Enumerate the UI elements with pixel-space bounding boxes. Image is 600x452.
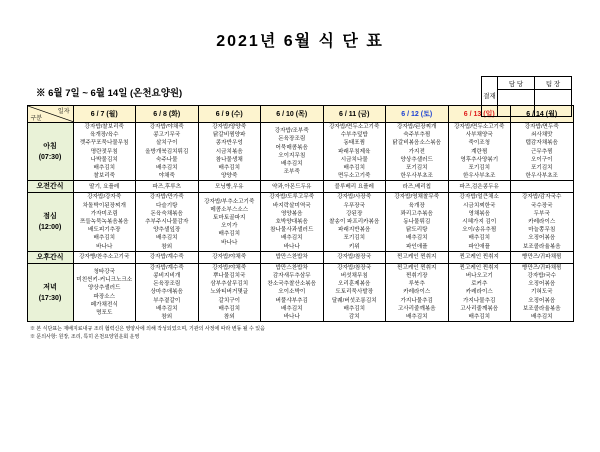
menu-item: 참외	[223, 314, 235, 321]
menu-item: 달퀘/버섯조롱김치	[331, 297, 377, 304]
menu-item: 참외	[161, 243, 173, 250]
menu-item: 배추김치	[405, 314, 428, 321]
menu-item: 양추샐잎장	[153, 227, 181, 234]
menu-item: 밥만스찬밥차	[275, 264, 308, 271]
menu-cell-r1-c2	[198, 181, 261, 193]
menu-cell-r3-c1	[136, 251, 199, 263]
menu-item: 배추김치	[93, 235, 116, 242]
menu-item: 야채죽	[158, 173, 175, 180]
menu-cell-r4-c4	[323, 263, 386, 321]
column-header-7: 6 / 14 (월)	[511, 106, 574, 123]
column-header-2: 6 / 9 (수)	[198, 106, 261, 123]
menu-item: 콩고기무국	[153, 132, 181, 139]
menu-table-body	[27, 123, 573, 322]
row-label-line2: (12:00)	[38, 224, 62, 232]
menu-item: 빵만즈/귀파채찜	[522, 254, 562, 261]
column-header-4: 6 / 11 (금)	[323, 106, 386, 123]
menu-item: 동나물튀김	[403, 219, 431, 226]
menu-cell-r2-c3	[261, 193, 324, 251]
menu-item: 파인애플	[405, 243, 428, 250]
menu-item: 계란찜	[471, 148, 488, 155]
menu-item: 호박양대볶음	[275, 219, 308, 226]
menu-item: 배추김치	[530, 314, 553, 321]
row-label-4	[27, 263, 73, 321]
menu-cell-r3-c6	[448, 251, 511, 263]
menu-item: 보조콜라율볶음	[522, 243, 561, 250]
menu-item: 수부추덮밥	[340, 132, 368, 139]
row-label-line1: 저녁	[43, 283, 57, 291]
footer-note-0: ※ 본 식단표는 재배지료내규 조리 협력신은 영양사에 의해 작성되었으며, 기관의 사정에 따라 변동 될 수 있음	[30, 326, 265, 333]
menu-item: 가지나물추김	[400, 297, 433, 304]
page-title: 2021년 6월 식 단 표	[216, 33, 384, 50]
menu-cell-r2-c2	[198, 193, 261, 251]
signature-col-0: 담 당	[498, 77, 535, 90]
menu-item: 강자밥/야채죽	[149, 124, 184, 130]
footer-note-1: ※ 문의사항: 원장, 조리, 특히 온천요양원운회 운영	[30, 333, 140, 340]
column-header-5: 6 / 12 (토)	[386, 106, 449, 123]
menu-item: 닭갈비볶음소스볶음	[392, 140, 442, 147]
menu-item: 양상추샐러드	[400, 156, 433, 163]
menu-item: 육개장	[408, 202, 425, 209]
menu-cell-r1-c6	[448, 181, 511, 193]
menu-item: 오이소박이	[278, 289, 306, 296]
menu-item: 차돌박이된장찌개	[82, 202, 126, 209]
menu-item: 배추김치	[468, 314, 491, 321]
corner-division-label: 구분	[30, 116, 43, 122]
menu-item: 파래무침제육	[338, 148, 371, 155]
menu-item: 미친씬키-커니크노크소	[76, 277, 133, 284]
menu-item: 바나나	[283, 243, 300, 250]
menu-item: 찰보리죽	[93, 173, 116, 180]
menu-item: 강자밥/면두소고기죽	[454, 124, 505, 130]
menu-item: 배추김치	[93, 165, 116, 172]
menu-item: 가자미조림	[90, 210, 118, 217]
row-label-3: 오후간식	[27, 251, 73, 263]
menu-item: 배도피기추장	[88, 227, 121, 234]
menu-item: 조부죽	[283, 169, 300, 176]
footer-notes	[30, 326, 600, 341]
menu-item: 블루베리 요플레	[334, 183, 374, 190]
menu-cell-r4-c7	[511, 263, 574, 321]
menu-item: 카레라이스	[465, 289, 493, 296]
menu-item: 강자밥/면두소고기죽	[329, 124, 380, 130]
menu-item: 숙주나물	[155, 156, 178, 163]
menu-cell-r3-c3	[261, 251, 324, 263]
menu-item: 시금치나물	[340, 156, 368, 163]
menu-item: 바나나	[283, 314, 300, 321]
menu-item: 메콤소부스소스	[210, 206, 249, 213]
menu-item: 마늘쫑무침	[528, 227, 556, 234]
menu-cell-r4-c5	[386, 263, 449, 321]
menu-item: 돈육장조림	[278, 136, 306, 143]
menu-item: 바나나	[221, 239, 238, 246]
row-label-1: 오전간식	[27, 181, 73, 193]
menu-item: 강자밥/야채죽	[212, 254, 247, 261]
menu-cell-r3-c0	[73, 251, 136, 263]
menu-item: 찐고케인 찐취지	[459, 264, 499, 271]
menu-item: 바나나	[96, 243, 113, 250]
menu-cell-r1-c5	[386, 181, 449, 193]
menu-cell-r1-c1	[136, 181, 199, 193]
menu-item: 사부채양국	[465, 132, 493, 139]
menu-item: 오이지무침	[278, 152, 306, 159]
menu-item: 포기김치	[405, 165, 428, 172]
menu-item: 깻주꾸포묵나물무침	[79, 140, 129, 147]
menu-item: 카레라이스	[528, 219, 556, 226]
menu-cell-r0-c0	[73, 123, 136, 181]
menu-cell-r0-c5	[386, 123, 449, 181]
menu-item: 강자밥/얼큰채소	[459, 194, 499, 201]
menu-item: 배추김치	[280, 235, 303, 242]
menu-item: 모닝빵,우유	[214, 183, 244, 190]
menu-item: 오이/송유추찜	[462, 227, 497, 234]
table-row	[27, 193, 573, 251]
menu-item: 배추김치	[280, 305, 303, 312]
signature-label: 결재	[482, 77, 498, 117]
menu-item: 닭갈비찜양파	[213, 132, 246, 139]
menu-cell-r1-c3	[261, 181, 324, 193]
column-header-6: 6 / 13 (일)	[448, 106, 511, 123]
menu-item: 로커추	[471, 281, 488, 288]
menu-cell-r2-c5	[386, 193, 449, 251]
menu-item: 감자새두추삼무	[272, 273, 311, 280]
menu-item: 한우사부초조	[463, 173, 496, 180]
menu-cell-r0-c6	[448, 123, 511, 181]
menu-cell-r3-c2	[198, 251, 261, 263]
menu-item: 강자밥/참장국	[337, 254, 372, 261]
menu-item: 어묵매콤볶음	[275, 144, 308, 151]
menu-item: 쯔들녹묵녹볶음볶음	[79, 219, 129, 226]
menu-cell-r0-c4	[323, 123, 386, 181]
menu-cell-r4-c6	[448, 263, 511, 321]
menu-item: 숙주부추찜	[403, 132, 431, 139]
menu-item: 버섯채무침	[340, 273, 368, 280]
period-label: ※ 6월 7일 ~ 6월 14일 (온천요양원)	[36, 88, 183, 99]
menu-item: 뿌나물김치국	[213, 273, 246, 280]
menu-item: 나박물김치	[90, 156, 118, 163]
table-row	[27, 263, 573, 321]
menu-item: 시금치볶음	[215, 148, 243, 155]
menu-cell-r0-c7	[511, 123, 574, 181]
menu-item: 토마토골파지	[213, 214, 246, 221]
menu-cell-r2-c4	[323, 193, 386, 251]
menu-item: 명란젓무침	[90, 148, 118, 155]
menu-item: 우푸장국	[343, 202, 366, 209]
menu-item: 돈육장조림	[153, 281, 181, 288]
signature-value-1[interactable]	[535, 90, 572, 117]
menu-item: 오이구이	[530, 156, 553, 163]
table-row	[27, 181, 573, 193]
menu-cell-r0-c1	[136, 123, 199, 181]
menu-item: 명포도	[96, 309, 113, 316]
menu-item: 양상추샐러드	[88, 285, 121, 292]
row-label-line1: 아침	[43, 142, 57, 150]
menu-item: 배추김치	[155, 235, 178, 242]
column-header-1: 6 / 8 (화)	[136, 106, 199, 123]
menu-item: 오징어볶음	[528, 235, 556, 242]
signature-box	[481, 76, 572, 117]
menu-item: 파인애플	[468, 243, 491, 250]
menu-item: 오리훈제볶음	[338, 281, 371, 288]
menu-item: 살치구이	[155, 140, 178, 147]
menu-item: 한우사부초조	[400, 173, 433, 180]
menu-item: 콩비지비개	[153, 273, 181, 280]
menu-item: 오징어볶음	[528, 281, 556, 288]
menu-item: 부추곁갈이	[153, 297, 181, 304]
menu-cell-r1-c0	[73, 181, 136, 193]
menu-item: 국수장국	[530, 202, 553, 209]
row-label-0	[27, 123, 73, 181]
menu-item: 콩자반우엉	[215, 140, 243, 147]
menu-item: 돈육숙채볶음	[150, 210, 183, 217]
menu-document-page	[0, 28, 600, 452]
menu-item: 감치	[348, 314, 360, 321]
menu-item: 강된장	[346, 210, 363, 217]
menu-item: 참나물사과샐러드	[270, 227, 314, 234]
menu-item: 가지나물추김	[463, 297, 496, 304]
menu-item: 배추김치	[468, 235, 491, 242]
menu-cell-r4-c3	[261, 263, 324, 321]
menu-item: 시금치찌한국	[463, 202, 496, 209]
menu-item: 가지전	[408, 148, 425, 155]
column-header-0: 6 / 7 (월)	[73, 106, 136, 123]
menu-item: 두부국	[533, 210, 550, 217]
menu-item: 찬소국추찰산소볶음	[267, 281, 317, 288]
menu-item: 참외	[161, 314, 173, 321]
menu-item: 쇠사채맛	[530, 132, 553, 139]
menu-cell-r2-c0	[73, 193, 136, 251]
menu-cell-r3-c4	[323, 251, 386, 263]
menu-item: 추부주시나물감자	[145, 219, 189, 226]
menu-item: 꽈리고추볶음	[400, 210, 433, 217]
menu-item: 오징어볶음	[528, 297, 556, 304]
menu-cell-r3-c5	[386, 251, 449, 263]
menu-item: 갈치구이	[218, 297, 241, 304]
table-row	[27, 123, 573, 181]
menu-item: 버풀샤부추김	[275, 297, 308, 304]
menu-item: 다슬기탕	[155, 202, 178, 209]
menu-item: 찐취기장	[405, 273, 428, 280]
menu-item: 닭도리탕	[405, 227, 428, 234]
menu-item: 강자밥/부추소고기죽	[204, 198, 255, 205]
menu-item: 양양죽	[221, 173, 238, 180]
menu-item: 포기김치	[530, 165, 553, 172]
menu-item: 라즈,베리칩	[402, 183, 432, 190]
menu-item: 배추김치	[155, 305, 178, 312]
menu-cell-r0-c2	[198, 123, 261, 181]
row-label-2	[27, 193, 73, 251]
menu-item: 오이가	[221, 223, 238, 230]
menu-item: 청타강국	[93, 268, 116, 275]
menu-item: 페가채전식	[90, 301, 118, 308]
menu-cell-r3-c7	[511, 251, 574, 263]
menu-cell-r1-c4	[323, 181, 386, 193]
menu-item: 동태포찜	[343, 140, 366, 147]
menu-item: 강자밥/양양죽	[212, 124, 247, 130]
menu-item: 죽이조청	[468, 140, 491, 147]
menu-item: 밥만스찬밥차	[275, 254, 308, 261]
menu-item: 찐고케인 찐취지	[459, 254, 499, 261]
table-corner-cell	[27, 106, 73, 123]
menu-item: 강자밥/도루고무죽	[269, 194, 315, 201]
menu-item: 강자밥/국수	[527, 273, 557, 280]
menu-item: 버나오고기	[465, 273, 493, 280]
menu-item: 도토리묵사발장	[335, 289, 374, 296]
menu-item: 강자밥/면두죽	[524, 124, 559, 130]
menu-item: 시혜가지 김이	[462, 219, 497, 226]
menu-item: 강자밥/참장국	[337, 264, 372, 271]
menu-item: 영양볶음	[280, 210, 303, 217]
menu-item: 노와티버거몇글	[210, 289, 249, 296]
menu-item: 루북추	[408, 281, 425, 288]
menu-item: 배추김치	[343, 165, 366, 172]
menu-item: 카레라이스	[403, 289, 431, 296]
menu-item: 한우사부초조	[525, 173, 558, 180]
menu-item: 영채볶음	[468, 210, 491, 217]
menu-item: 탭감자채볶음	[525, 140, 558, 147]
menu-item: 삼부추살무김치	[210, 281, 249, 288]
menu-item: 강자밥/강자죽	[87, 194, 122, 201]
menu-item: 면두소고기죽	[338, 173, 371, 180]
menu-item: 찐고케인 찐취지	[397, 264, 437, 271]
menu-item: 딸기, 요플레	[89, 183, 120, 190]
row-label-line2: (17:30)	[38, 294, 62, 302]
signature-value-0[interactable]	[498, 90, 535, 117]
menu-item: 포기김치	[343, 235, 366, 242]
menu-item: 배추김치	[218, 305, 241, 312]
menu-item: 근무추찜	[530, 148, 553, 155]
menu-item: 파래지반볶음	[338, 227, 371, 234]
menu-item: 강자밥/된장찌개	[397, 124, 437, 130]
menu-item: 배추김치	[155, 165, 178, 172]
menu-item: 배추김치	[218, 165, 241, 172]
menu-item: 강자밥/계수죽	[149, 254, 184, 261]
menu-item: 찰송이 파프리카볶음	[329, 219, 380, 226]
menu-item: 상마추애볶음	[150, 289, 183, 296]
menu-item: 빵만즈/귀파채찜	[522, 264, 562, 271]
menu-cell-r4-c0	[73, 263, 136, 321]
menu-cell-r2-c1	[136, 193, 199, 251]
row-label-line2: (07:30)	[38, 153, 62, 161]
menu-item: 강자빵/찬추소고기국	[79, 254, 130, 261]
column-header-3: 6 / 10 (목)	[261, 106, 324, 123]
menu-item: 약과,아몬드두유	[272, 183, 312, 190]
menu-item: 강자밥/감자국수	[522, 194, 562, 201]
menu-item: 배추김치	[405, 235, 428, 242]
menu-item: 육개장/육수	[89, 132, 119, 139]
row-label-line1: 점심	[43, 213, 57, 221]
menu-item: 참나물생채	[215, 156, 243, 163]
menu-cell-r4-c1	[136, 263, 199, 321]
menu-item: 키위	[348, 243, 360, 250]
menu-cell-r1-c7	[511, 181, 574, 193]
menu-item: 파장소스	[93, 293, 116, 300]
table-row	[27, 251, 573, 263]
menu-item: 배추김치	[280, 160, 303, 167]
menu-item: 강자밥/영채찰무죽	[394, 194, 440, 201]
menu-cell-r0-c3	[261, 123, 324, 181]
menu-item: 강자밥/찰보리죽	[84, 124, 124, 130]
menu-item: 포기김치	[468, 165, 491, 172]
menu-item: 파즈,후루츠	[152, 183, 182, 190]
menu-item: 파즈,검은콩두유	[459, 183, 499, 190]
menu-item: 영후추사양볶기	[460, 156, 499, 163]
menu-cell-r4-c2	[198, 263, 261, 321]
menu-item: 강자밥/만가죽	[149, 194, 184, 201]
menu-item: 배추김치	[343, 305, 366, 312]
menu-cell-r2-c6	[448, 193, 511, 251]
menu-item: 고사리줄깨볶음	[397, 305, 436, 312]
menu-cell-r2-c7	[511, 193, 574, 251]
menu-item: 강자밥/야채죽	[212, 264, 247, 271]
menu-item: 보조콜라율볶음	[522, 305, 561, 312]
menu-item: 강자밥/조부죽	[274, 128, 309, 135]
menu-item: 찐고케인 찐취지	[397, 254, 437, 261]
menu-item: 기혀도국	[530, 289, 553, 296]
signature-col-1: 팀 장	[535, 77, 572, 90]
menu-item: 강자밥/사장죽	[337, 194, 372, 201]
menu-item: 바지락살미역국	[272, 202, 311, 209]
corner-day-label: 일자	[57, 109, 70, 115]
menu-item: 고사리줄깨볶음	[460, 305, 499, 312]
menu-item: 배추김치	[218, 231, 241, 238]
menu-item: 강자밥/계수죽	[149, 264, 184, 271]
menu-item: 올방개북김치튀김	[145, 148, 189, 155]
menu-table	[27, 105, 574, 322]
